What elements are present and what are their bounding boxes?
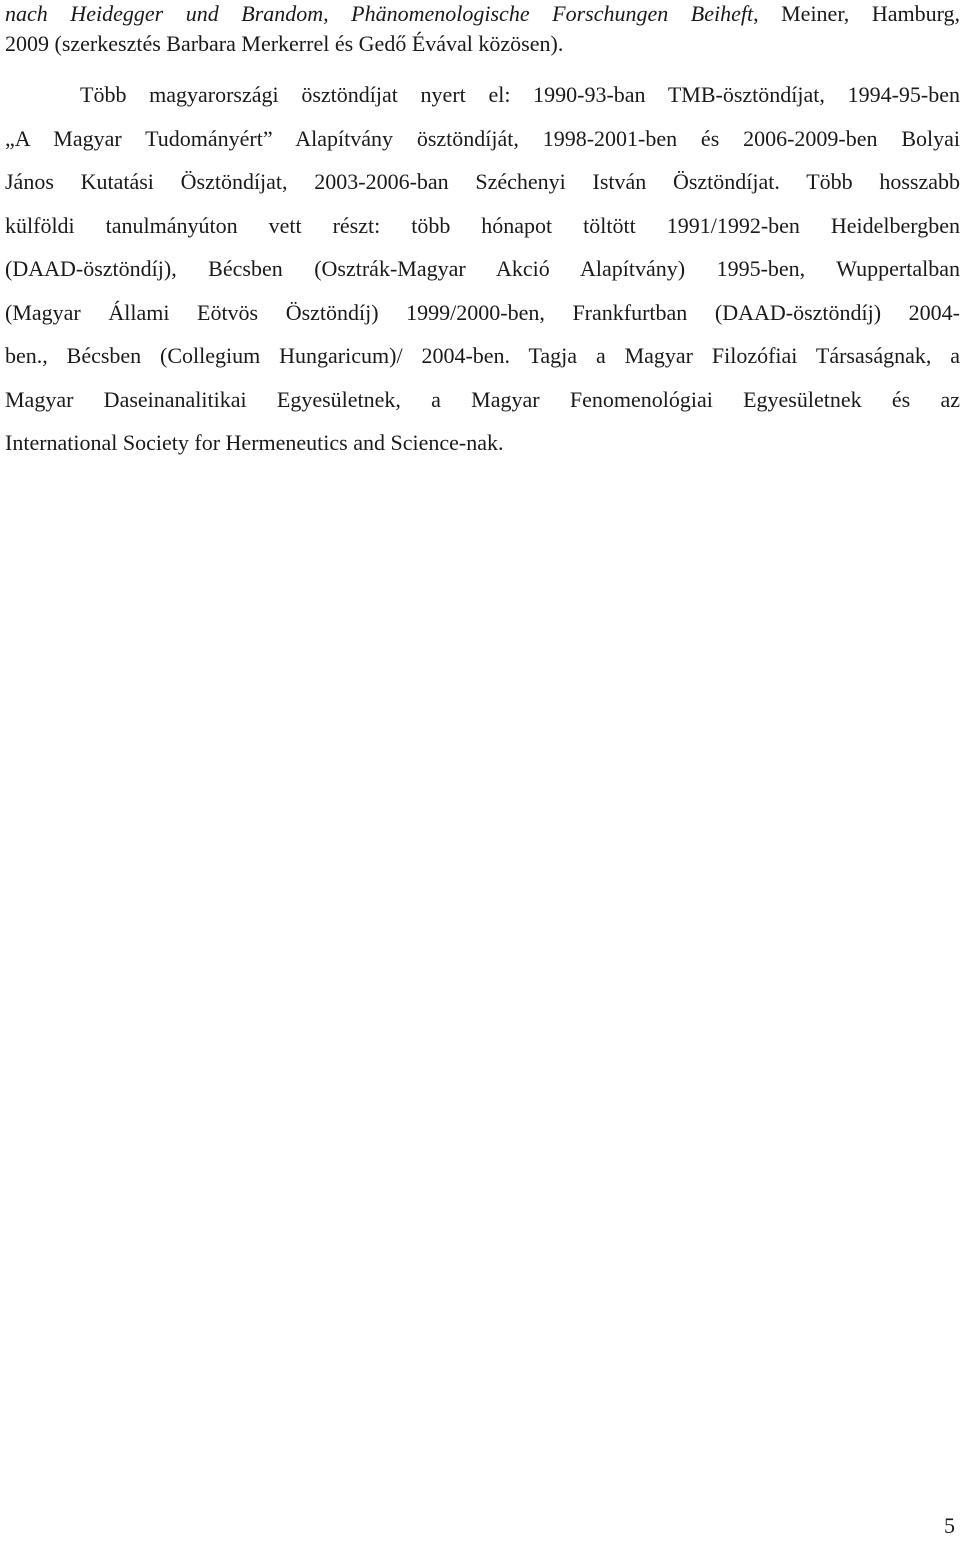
paragraph-first-line: Több magyarországi ösztöndíjat nyert el: 1990-93-ban TMB-ösztöndíjat, 1994-95-ben [80, 82, 960, 107]
text-line-1 [5, 0, 960, 28]
text-line-4: „A Magyar Tudományért” Alapítvány ösztöndíját, 1998-2001-ben és 2006-2009-ben Bolyai [5, 126, 960, 151]
text-line-10: Magyar Daseinanalitikai Egyesületnek, a Magyar Fenomenológiai Egyesületnek és az [5, 387, 960, 412]
text-line-1-rest: , Meiner, Hamburg, [753, 1, 960, 26]
text-line-11: International Society for Hermeneutics and Science-nak. [5, 430, 504, 455]
page-number: 5 [944, 1513, 955, 1538]
text-line-2: 2009 (szerkesztés Barbara Merkerrel és Gedő Évával közösen). [5, 31, 564, 56]
text-line-5: János Kutatási Ösztöndíjat, 2003-2006-ban Széchenyi István Ösztöndíjat. Több hosszabb [5, 169, 960, 194]
text-line-6: külföldi tanulmányúton vett részt: több hónapot töltött 1991/1992-ben Heidelbergben [5, 213, 960, 238]
book-title-italic: nach Heidegger und Brandom, Phänomenologische Forschungen Beiheft [5, 1, 754, 26]
text-line-9: ben., Bécsben (Collegium Hungaricum)/ 2004-ben. Tagja a Magyar Filozófiai Társaságnak, a [5, 343, 960, 368]
text-line-8: (Magyar Állami Eötvös Ösztöndíj) 1999/2000-ben, Frankfurtban (DAAD-ösztöndíj) 2004- [5, 300, 960, 325]
text-line-7: (DAAD-ösztöndíj), Bécsben (Osztrák-Magyar Akció Alapítvány) 1995-ben, Wuppertalban [5, 256, 960, 281]
